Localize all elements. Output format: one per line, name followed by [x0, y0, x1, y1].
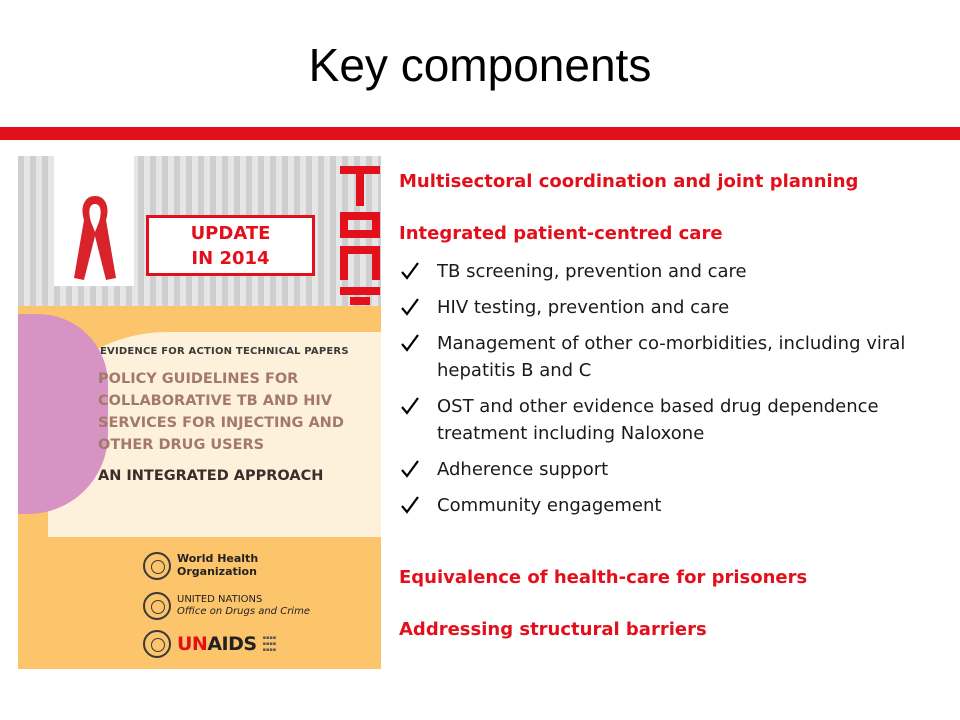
checkmark-icon — [401, 456, 419, 483]
unaids-fine-print: ▪▪▪▪ ▪▪▪▪ ▪▪▪▪ — [262, 635, 277, 653]
who-logo-line2: Organization — [177, 565, 257, 578]
checklist-item — [399, 294, 939, 321]
checklist-item — [399, 393, 939, 447]
care-checklist — [399, 258, 939, 528]
checklist-item-text: HIV testing, prevention and care — [437, 297, 730, 318]
update-badge-line2: IN 2014 — [191, 248, 270, 269]
cover-title-line: COLLABORATIVE TB AND HIV — [98, 393, 332, 409]
cover-subtitle: AN INTEGRATED APPROACH — [98, 468, 324, 484]
unaids-logo-prefix: UN — [177, 633, 208, 655]
cover-title-line: OTHER DRUG USERS — [98, 437, 265, 453]
unodc-logo-line2: Office on Drugs and Crime — [177, 606, 310, 617]
red-ribbon-icon — [72, 192, 118, 282]
checklist-item-text: TB screening, prevention and care — [437, 261, 747, 282]
tb-hiv-spine-logo — [336, 162, 381, 312]
cover-title — [98, 368, 378, 456]
checkmark-icon — [401, 393, 419, 420]
checkmark-icon — [401, 258, 419, 285]
cover-title-line: POLICY GUIDELINES FOR — [98, 371, 299, 387]
heading-integrated-care: Integrated patient-centred care — [399, 223, 723, 244]
checkmark-icon — [401, 330, 419, 357]
who-logo — [143, 552, 258, 580]
unodc-logo — [143, 592, 310, 620]
checklist-item-text: Management of other co-morbidities, including viral hepatitis B and C — [437, 333, 906, 381]
checkmark-icon — [401, 294, 419, 321]
checklist-item — [399, 456, 939, 483]
checklist-item-text: Adherence support — [437, 459, 609, 480]
un-emblem-icon — [143, 592, 171, 620]
checklist-item — [399, 330, 939, 384]
cover-series-label: EVIDENCE FOR ACTION TECHNICAL PAPERS — [100, 346, 349, 357]
who-emblem-icon — [143, 552, 171, 580]
cover-title-line: SERVICES FOR INJECTING AND — [98, 415, 344, 431]
heading-structural-barriers: Addressing structural barriers — [399, 619, 707, 640]
update-badge — [146, 215, 315, 276]
unodc-logo-line1: UNITED NATIONS — [177, 594, 263, 605]
title-divider-bar — [0, 127, 960, 140]
unaids-logo-suffix: AIDS — [207, 633, 257, 655]
who-logo-line1: World Health — [177, 552, 259, 565]
checklist-item-text: OST and other evidence based drug dependence treatment including Naloxone — [437, 396, 879, 444]
checklist-item-text: Community engagement — [437, 495, 662, 516]
update-badge-line1: UPDATE — [190, 223, 271, 244]
checklist-item — [399, 492, 939, 519]
heading-prisoners: Equivalence of health-care for prisoners — [399, 567, 808, 588]
checkmark-icon — [401, 492, 419, 519]
heading-multisectoral: Multisectoral coordination and joint planning — [399, 171, 859, 192]
unaids-logo — [143, 630, 303, 658]
checklist-item — [399, 258, 939, 285]
slide-title: Key components — [308, 39, 652, 91]
unaids-emblem-icon — [143, 630, 171, 658]
